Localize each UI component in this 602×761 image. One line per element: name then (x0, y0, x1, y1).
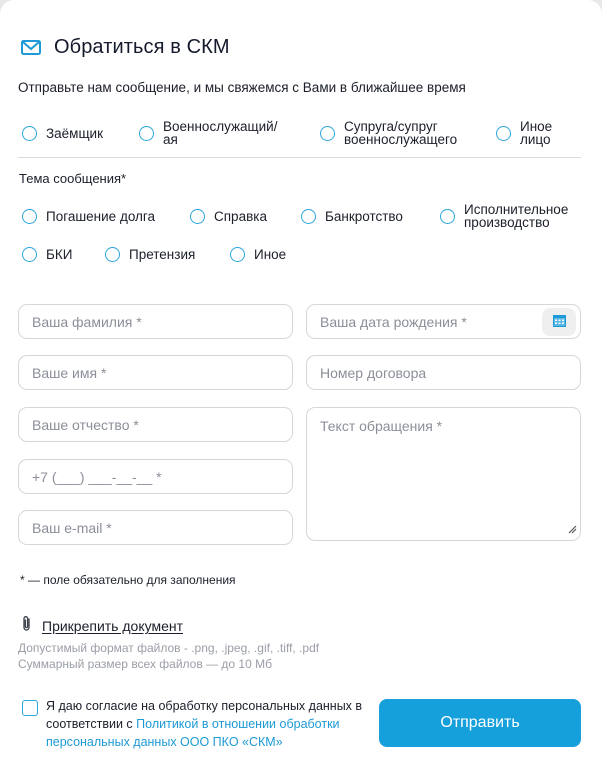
radio-label: Банкротство (325, 209, 403, 224)
radio-circle[interactable] (301, 209, 316, 224)
submit-button[interactable]: Отправить (379, 699, 581, 747)
calendar-icon (553, 314, 566, 330)
radio-circle[interactable] (496, 126, 511, 141)
privacy-policy-link[interactable]: Политикой в отношении обработки персональных данных ООО ПКО «СКМ» (46, 717, 340, 749)
radio-topic-debt[interactable] (22, 209, 155, 224)
form-subtitle: Отправьте нам сообщение, и мы свяжемся с Вами в ближайшее время (18, 80, 466, 95)
radio-label: Погашение долга (46, 209, 156, 224)
radio-topic-bankruptcy[interactable] (301, 209, 403, 224)
page-title: Обратиться в СКМ (54, 36, 230, 58)
radio-topic-claim[interactable] (105, 247, 195, 262)
radio-topic-certificate[interactable] (190, 209, 267, 224)
birth-date-placeholder: Ваша дата рождения * (320, 313, 467, 330)
radio-circle[interactable] (320, 126, 335, 141)
radio-circle[interactable] (22, 209, 37, 224)
consent-text: Я даю согласие на обработку персональных данных в соответствии с Политикой в отношении обработки персональных данных ООО ПКО «СКМ» (46, 699, 363, 749)
radio-circle[interactable] (139, 126, 154, 141)
last-name-input[interactable]: Ваша фамилия * (18, 304, 293, 339)
radio-circle[interactable] (440, 209, 455, 224)
first-name-input[interactable]: Ваше имя * (18, 355, 293, 390)
contract-number-input[interactable]: Номер договора (306, 355, 581, 390)
divider (18, 157, 581, 158)
message-placeholder: Текст обращения * (320, 418, 443, 434)
radio-label: Супруга/супруг военнослужащего (344, 119, 458, 147)
radio-topic-bki[interactable] (22, 247, 72, 262)
attach-document-link[interactable]: Прикрепить документ (42, 618, 183, 634)
radio-label: Претензия (129, 247, 196, 262)
patronymic-input[interactable]: Ваше отчество * (18, 407, 293, 442)
attach-document[interactable] (21, 615, 183, 637)
birth-date-input[interactable] (306, 304, 581, 339)
radio-label: Военнослужащий/ ая (163, 119, 278, 147)
radio-topic-other[interactable] (230, 247, 286, 262)
radio-label: Исполнительное производство (464, 202, 569, 230)
email-input[interactable]: Ваш e-mail * (18, 510, 293, 545)
radio-sender-spouse[interactable] (320, 120, 457, 146)
paperclip-icon (21, 615, 32, 637)
required-fields-note: * — поле обязательно для заполнения (20, 573, 236, 587)
form-header (21, 36, 230, 59)
radio-label: Иное лицо (520, 119, 553, 147)
radio-sender-borrower[interactable] (22, 126, 103, 141)
radio-sender-other[interactable] (496, 120, 552, 146)
radio-label: Справка (214, 209, 267, 224)
formats-hint: Допустимый формат файлов - .png, .jpeg, .gif, .tiff, .pdf (18, 641, 320, 655)
radio-label: Иное (254, 247, 287, 262)
size-hint: Суммарный размер всех файлов — до 10 Мб (18, 657, 272, 671)
envelope-icon (21, 40, 41, 55)
consent-checkbox[interactable] (22, 700, 38, 716)
radio-label: БКИ (46, 247, 73, 262)
radio-circle[interactable] (22, 247, 37, 262)
radio-topic-enforcement[interactable] (440, 203, 568, 229)
radio-circle[interactable] (230, 247, 245, 262)
radio-circle[interactable] (22, 126, 37, 141)
resize-handle-icon[interactable] (568, 521, 577, 537)
radio-circle[interactable] (105, 247, 120, 262)
radio-sender-military[interactable] (139, 120, 277, 146)
message-textarea[interactable] (306, 407, 581, 541)
topic-label: Тема сообщения* (19, 171, 127, 186)
phone-input[interactable]: +7 (___) ___-__-__ * (18, 459, 293, 494)
radio-label: Заёмщик (46, 126, 104, 141)
radio-circle[interactable] (190, 209, 205, 224)
calendar-button[interactable] (542, 308, 576, 336)
